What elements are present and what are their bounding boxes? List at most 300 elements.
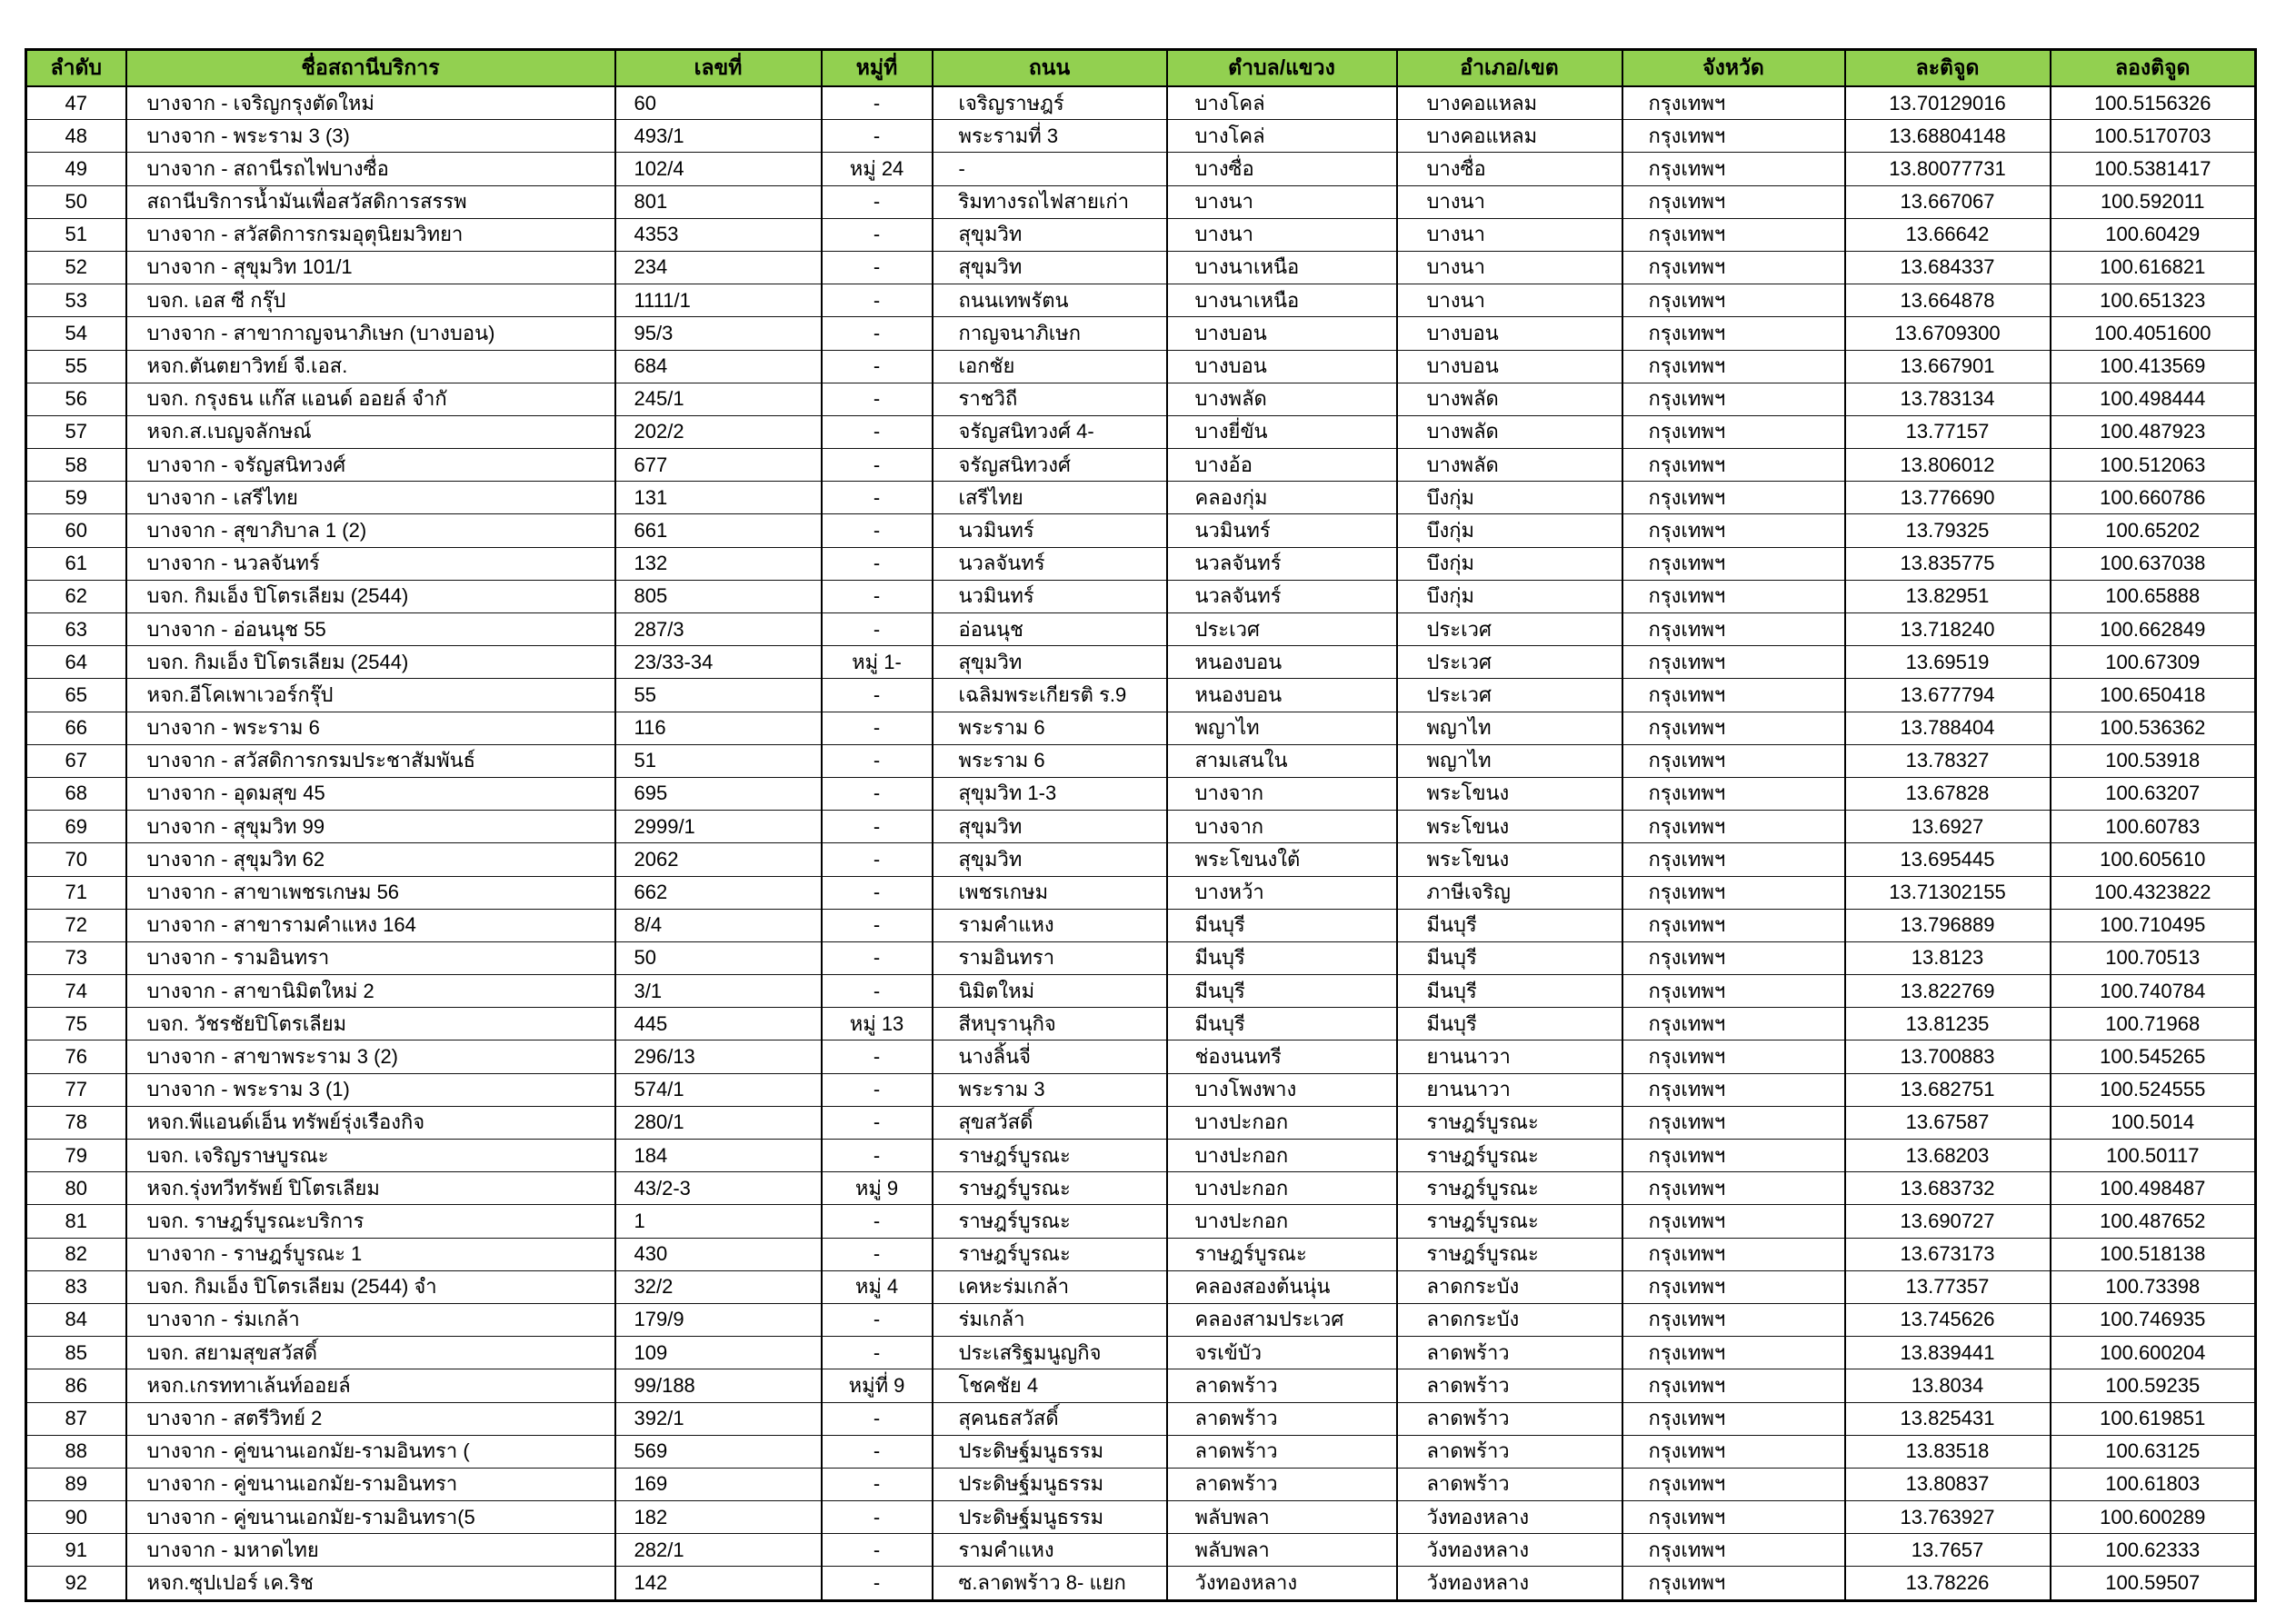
cell-longitude: 100.710495 xyxy=(2051,909,2256,941)
cell-road: - xyxy=(933,153,1167,185)
cell-longitude: 100.5381417 xyxy=(2051,153,2256,185)
cell-province: กรุงเทพฯ xyxy=(1622,482,1845,514)
cell-longitude: 100.487923 xyxy=(2051,415,2256,448)
cell-subdistrict: บางจาก xyxy=(1167,811,1397,843)
cell-order: 65 xyxy=(26,679,126,712)
cell-station-name: บางจาก - สวัสดิการกรมประชาสัมพันธ์ xyxy=(126,744,615,777)
cell-road: พระราม 3 xyxy=(933,1073,1167,1106)
cell-road: นวลจันทร์ xyxy=(933,547,1167,580)
cell-province: กรุงเทพฯ xyxy=(1622,449,1845,482)
cell-order: 75 xyxy=(26,1008,126,1041)
cell-order: 78 xyxy=(26,1106,126,1139)
cell-longitude: 100.616821 xyxy=(2051,251,2256,284)
cell-address-no: 184 xyxy=(615,1140,822,1172)
cell-moo: - xyxy=(822,975,933,1008)
cell-road: ซ.ลาดพร้าว 8- แยก xyxy=(933,1567,1167,1600)
cell-address-no: 202/2 xyxy=(615,415,822,448)
cell-moo: - xyxy=(822,613,933,646)
cell-subdistrict: ประเวศ xyxy=(1167,613,1397,646)
cell-road: เฉลิมพระเกียรติ ร.9 xyxy=(933,679,1167,712)
table-row xyxy=(26,1270,2256,1303)
table-row xyxy=(26,1468,2256,1500)
cell-address-no: 430 xyxy=(615,1238,822,1270)
cell-order: 72 xyxy=(26,909,126,941)
cell-order: 87 xyxy=(26,1402,126,1435)
table-row xyxy=(26,1534,2256,1567)
cell-longitude: 100.498487 xyxy=(2051,1172,2256,1205)
cell-longitude: 100.63125 xyxy=(2051,1435,2256,1468)
table-row xyxy=(26,383,2256,415)
cell-longitude: 100.746935 xyxy=(2051,1303,2256,1336)
cell-latitude: 13.78226 xyxy=(1845,1567,2051,1600)
cell-order: 57 xyxy=(26,415,126,448)
table-row xyxy=(26,646,2256,679)
cell-order: 58 xyxy=(26,449,126,482)
table-row xyxy=(26,613,2256,646)
cell-longitude: 100.63207 xyxy=(2051,777,2256,810)
cell-province: กรุงเทพฯ xyxy=(1622,317,1845,350)
cell-road: ประดิษฐ์มนูธรรม xyxy=(933,1468,1167,1500)
cell-district: บางบอน xyxy=(1397,317,1622,350)
cell-order: 83 xyxy=(26,1270,126,1303)
cell-order: 60 xyxy=(26,514,126,547)
cell-longitude: 100.600204 xyxy=(2051,1337,2256,1369)
cell-address-no: 55 xyxy=(615,679,822,712)
cell-latitude: 13.745626 xyxy=(1845,1303,2051,1336)
cell-address-no: 296/13 xyxy=(615,1041,822,1073)
cell-district: บางนา xyxy=(1397,218,1622,251)
cell-address-no: 569 xyxy=(615,1435,822,1468)
table-row xyxy=(26,317,2256,350)
cell-subdistrict: บางซื่อ xyxy=(1167,153,1397,185)
cell-latitude: 13.77357 xyxy=(1845,1270,2051,1303)
table-row xyxy=(26,1238,2256,1270)
cell-province: กรุงเทพฯ xyxy=(1622,613,1845,646)
cell-station-name: บจก. เอส ซี กรุ๊ป xyxy=(126,284,615,317)
cell-longitude: 100.60429 xyxy=(2051,218,2256,251)
cell-province: กรุงเทพฯ xyxy=(1622,975,1845,1008)
table-row xyxy=(26,1567,2256,1600)
cell-latitude: 13.684337 xyxy=(1845,251,2051,284)
table-row xyxy=(26,1106,2256,1139)
cell-province: กรุงเทพฯ xyxy=(1622,1501,1845,1534)
cell-station-name: หจก.พีแอนด์เอ็น ทรัพย์รุ่งเรืองกิจ xyxy=(126,1106,615,1139)
cell-subdistrict: คลองสองต้นนุ่น xyxy=(1167,1270,1397,1303)
cell-latitude: 13.796889 xyxy=(1845,909,2051,941)
cell-order: 73 xyxy=(26,941,126,974)
cell-province: กรุงเทพฯ xyxy=(1622,646,1845,679)
cell-address-no: 50 xyxy=(615,941,822,974)
cell-road: เอกชัย xyxy=(933,350,1167,383)
cell-longitude: 100.536362 xyxy=(2051,712,2256,744)
cell-province: กรุงเทพฯ xyxy=(1622,843,1845,876)
cell-province: กรุงเทพฯ xyxy=(1622,811,1845,843)
cell-address-no: 662 xyxy=(615,876,822,909)
cell-district: ราษฎร์บูรณะ xyxy=(1397,1172,1622,1205)
cell-moo: - xyxy=(822,1140,933,1172)
cell-longitude: 100.5170703 xyxy=(2051,120,2256,153)
table-row xyxy=(26,1303,2256,1336)
cell-longitude: 100.60783 xyxy=(2051,811,2256,843)
cell-latitude: 13.67587 xyxy=(1845,1106,2051,1139)
cell-moo: - xyxy=(822,284,933,317)
cell-address-no: 142 xyxy=(615,1567,822,1600)
cell-address-no: 179/9 xyxy=(615,1303,822,1336)
cell-order: 70 xyxy=(26,843,126,876)
cell-subdistrict: คลองกุ่ม xyxy=(1167,482,1397,514)
cell-station-name: บจก. เจริญราษบูรณะ xyxy=(126,1140,615,1172)
cell-moo: - xyxy=(822,449,933,482)
cell-station-name: บางจาก - เสรีไทย xyxy=(126,482,615,514)
cell-moo: - xyxy=(822,482,933,514)
cell-latitude: 13.673173 xyxy=(1845,1238,2051,1270)
cell-subdistrict: บางยี่ขัน xyxy=(1167,415,1397,448)
cell-station-name: บางจาก - รามอินทรา xyxy=(126,941,615,974)
cell-district: ลาดพร้าว xyxy=(1397,1337,1622,1369)
cell-address-no: 805 xyxy=(615,580,822,612)
cell-address-no: 109 xyxy=(615,1337,822,1369)
table-body xyxy=(26,86,2256,1600)
cell-road: นางลิ้นจี่ xyxy=(933,1041,1167,1073)
cell-station-name: บางจาก - สาขาพระราม 3 (2) xyxy=(126,1041,615,1073)
cell-address-no: 182 xyxy=(615,1501,822,1534)
table-row xyxy=(26,415,2256,448)
cell-station-name: บจก. กรุงธน แก๊ส แอนด์ ออยล์ จำกั xyxy=(126,383,615,415)
cell-latitude: 13.66642 xyxy=(1845,218,2051,251)
cell-moo: - xyxy=(822,1041,933,1073)
cell-station-name: หจก.รุ่งทวีทรัพย์ ปิโตรเลียม xyxy=(126,1172,615,1205)
cell-district: ราษฎร์บูรณะ xyxy=(1397,1140,1622,1172)
cell-station-name: บางจาก - จรัญสนิทวงศ์ xyxy=(126,449,615,482)
cell-province: กรุงเทพฯ xyxy=(1622,153,1845,185)
cell-province: กรุงเทพฯ xyxy=(1622,120,1845,153)
cell-latitude: 13.700883 xyxy=(1845,1041,2051,1073)
cell-address-no: 2999/1 xyxy=(615,811,822,843)
cell-subdistrict: สามเสนใน xyxy=(1167,744,1397,777)
cell-order: 62 xyxy=(26,580,126,612)
cell-road: สุขสวัสดิ์ xyxy=(933,1106,1167,1139)
cell-moo: - xyxy=(822,811,933,843)
cell-longitude: 100.61803 xyxy=(2051,1468,2256,1500)
cell-address-no: 8/4 xyxy=(615,909,822,941)
cell-station-name: บางจาก - สาขานิมิตใหม่ 2 xyxy=(126,975,615,1008)
cell-station-name: บางจาก - สุขุมวิท 62 xyxy=(126,843,615,876)
cell-moo: - xyxy=(822,86,933,120)
col-header-station-name: ชื่อสถานีบริการ xyxy=(126,50,615,87)
cell-station-name: บางจาก - อุดมสุข 45 xyxy=(126,777,615,810)
cell-latitude: 13.68203 xyxy=(1845,1140,2051,1172)
cell-district: บึงกุ่ม xyxy=(1397,482,1622,514)
cell-district: บึงกุ่ม xyxy=(1397,547,1622,580)
cell-district: ลาดพร้าว xyxy=(1397,1402,1622,1435)
cell-subdistrict: พลับพลา xyxy=(1167,1501,1397,1534)
cell-province: กรุงเทพฯ xyxy=(1622,218,1845,251)
cell-order: 63 xyxy=(26,613,126,646)
cell-longitude: 100.73398 xyxy=(2051,1270,2256,1303)
cell-address-no: 677 xyxy=(615,449,822,482)
cell-district: ประเวศ xyxy=(1397,613,1622,646)
cell-district: พญาไท xyxy=(1397,744,1622,777)
cell-order: 67 xyxy=(26,744,126,777)
cell-district: บางบอน xyxy=(1397,350,1622,383)
cell-district: พระโขนง xyxy=(1397,777,1622,810)
cell-address-no: 51 xyxy=(615,744,822,777)
cell-longitude: 100.67309 xyxy=(2051,646,2256,679)
cell-order: 84 xyxy=(26,1303,126,1336)
cell-district: บางซื่อ xyxy=(1397,153,1622,185)
cell-district: ประเวศ xyxy=(1397,679,1622,712)
cell-district: ลาดกระบัง xyxy=(1397,1303,1622,1336)
cell-province: กรุงเทพฯ xyxy=(1622,547,1845,580)
cell-address-no: 695 xyxy=(615,777,822,810)
cell-station-name: บางจาก - สาขากาญจนาภิเษก (บางบอน) xyxy=(126,317,615,350)
cell-latitude: 13.690727 xyxy=(1845,1205,2051,1238)
cell-moo: - xyxy=(822,350,933,383)
cell-order: 77 xyxy=(26,1073,126,1106)
cell-subdistrict: บางนา xyxy=(1167,185,1397,218)
cell-province: กรุงเทพฯ xyxy=(1622,350,1845,383)
cell-district: ราษฎร์บูรณะ xyxy=(1397,1106,1622,1139)
col-header-district: อำเภอ/เขต xyxy=(1397,50,1622,87)
cell-latitude: 13.82951 xyxy=(1845,580,2051,612)
cell-station-name: บางจาก - นวลจันทร์ xyxy=(126,547,615,580)
cell-road: กาญจนาภิเษก xyxy=(933,317,1167,350)
cell-road: สุขุมวิท xyxy=(933,646,1167,679)
table-row xyxy=(26,941,2256,974)
cell-subdistrict: มีนบุรี xyxy=(1167,941,1397,974)
cell-longitude: 100.662849 xyxy=(2051,613,2256,646)
cell-subdistrict: หนองบอน xyxy=(1167,679,1397,712)
table-row xyxy=(26,86,2256,120)
cell-order: 66 xyxy=(26,712,126,744)
header-row xyxy=(26,50,2256,87)
cell-order: 64 xyxy=(26,646,126,679)
col-header-address-no: เลขที่ xyxy=(615,50,822,87)
table-row xyxy=(26,1501,2256,1534)
cell-address-no: 287/3 xyxy=(615,613,822,646)
cell-subdistrict: คลองสามประเวศ xyxy=(1167,1303,1397,1336)
cell-longitude: 100.498444 xyxy=(2051,383,2256,415)
cell-subdistrict: ลาดพร้าว xyxy=(1167,1369,1397,1402)
cell-station-name: หจก.ตันตยาวิทย์ จี.เอส. xyxy=(126,350,615,383)
cell-longitude: 100.62333 xyxy=(2051,1534,2256,1567)
cell-order: 55 xyxy=(26,350,126,383)
table-row xyxy=(26,744,2256,777)
cell-subdistrict: มีนบุรี xyxy=(1167,1008,1397,1041)
table-row xyxy=(26,975,2256,1008)
table-row xyxy=(26,185,2256,218)
cell-station-name: บางจาก - พระราม 3 (1) xyxy=(126,1073,615,1106)
cell-district: ราษฎร์บูรณะ xyxy=(1397,1238,1622,1270)
cell-address-no: 574/1 xyxy=(615,1073,822,1106)
cell-station-name: หจก.เกรททาเล้นท์ออยล์ xyxy=(126,1369,615,1402)
cell-longitude: 100.650418 xyxy=(2051,679,2256,712)
cell-order: 74 xyxy=(26,975,126,1008)
cell-district: ยานนาวา xyxy=(1397,1073,1622,1106)
stations-table-sheet xyxy=(25,48,2257,1602)
cell-order: 47 xyxy=(26,86,126,120)
cell-road: นวมินทร์ xyxy=(933,514,1167,547)
cell-province: กรุงเทพฯ xyxy=(1622,580,1845,612)
cell-moo: - xyxy=(822,185,933,218)
table-row xyxy=(26,449,2256,482)
cell-subdistrict: บางปะกอก xyxy=(1167,1106,1397,1139)
cell-subdistrict: นวมินทร์ xyxy=(1167,514,1397,547)
cell-order: 68 xyxy=(26,777,126,810)
cell-district: พระโขนง xyxy=(1397,843,1622,876)
cell-latitude: 13.822769 xyxy=(1845,975,2051,1008)
col-header-order: ลำดับ xyxy=(26,50,126,87)
cell-road: ราชวิถี xyxy=(933,383,1167,415)
cell-district: บางนา xyxy=(1397,251,1622,284)
cell-longitude: 100.413569 xyxy=(2051,350,2256,383)
cell-district: บึงกุ่ม xyxy=(1397,580,1622,612)
cell-longitude: 100.65888 xyxy=(2051,580,2256,612)
cell-address-no: 234 xyxy=(615,251,822,284)
cell-latitude: 13.79325 xyxy=(1845,514,2051,547)
cell-province: กรุงเทพฯ xyxy=(1622,185,1845,218)
cell-road: ถนนเทพรัตน xyxy=(933,284,1167,317)
cell-address-no: 32/2 xyxy=(615,1270,822,1303)
cell-district: ลาดพร้าว xyxy=(1397,1468,1622,1500)
cell-subdistrict: พระโขนงใต้ xyxy=(1167,843,1397,876)
cell-station-name: บจก. ราษฎร์บูรณะบริการ xyxy=(126,1205,615,1238)
cell-moo: - xyxy=(822,514,933,547)
cell-moo: - xyxy=(822,1435,933,1468)
cell-moo: - xyxy=(822,744,933,777)
cell-longitude: 100.4323822 xyxy=(2051,876,2256,909)
cell-road: ร่มเกล้า xyxy=(933,1303,1167,1336)
cell-order: 56 xyxy=(26,383,126,415)
cell-district: พระโขนง xyxy=(1397,811,1622,843)
cell-station-name: สถานีบริการน้ำมันเพื่อสวัสดิการสรรพ xyxy=(126,185,615,218)
cell-address-no: 4353 xyxy=(615,218,822,251)
table-row xyxy=(26,1008,2256,1041)
cell-road: ประดิษฐ์มนูธรรม xyxy=(933,1435,1167,1468)
col-header-moo: หมู่ที่ xyxy=(822,50,933,87)
cell-moo: หมู่ที่ 9 xyxy=(822,1369,933,1402)
cell-station-name: บางจาก - คู่ขนานเอกมัย-รามอินทรา ( xyxy=(126,1435,615,1468)
col-header-province: จังหวัด xyxy=(1622,50,1845,87)
cell-district: ภาษีเจริญ xyxy=(1397,876,1622,909)
cell-latitude: 13.682751 xyxy=(1845,1073,2051,1106)
cell-moo: - xyxy=(822,1106,933,1139)
cell-latitude: 13.677794 xyxy=(1845,679,2051,712)
cell-order: 69 xyxy=(26,811,126,843)
cell-moo: - xyxy=(822,777,933,810)
cell-order: 82 xyxy=(26,1238,126,1270)
cell-longitude: 100.660786 xyxy=(2051,482,2256,514)
cell-station-name: บจก. สยามสุขสวัสดิ์ xyxy=(126,1337,615,1369)
cell-district: ลาดพร้าว xyxy=(1397,1369,1622,1402)
cell-station-name: บจก. กิมเอ็ง ปิโตรเลียม (2544) xyxy=(126,646,615,679)
cell-address-no: 95/3 xyxy=(615,317,822,350)
cell-subdistrict: มีนบุรี xyxy=(1167,909,1397,941)
cell-province: กรุงเทพฯ xyxy=(1622,1205,1845,1238)
cell-subdistrict: บางโพงพาง xyxy=(1167,1073,1397,1106)
table-row xyxy=(26,580,2256,612)
cell-road: เคหะร่มเกล้า xyxy=(933,1270,1167,1303)
cell-province: กรุงเทพฯ xyxy=(1622,1041,1845,1073)
cell-road: สุขุมวิท 1-3 xyxy=(933,777,1167,810)
cell-order: 79 xyxy=(26,1140,126,1172)
cell-subdistrict: บางโคล่ xyxy=(1167,86,1397,120)
cell-longitude: 100.65202 xyxy=(2051,514,2256,547)
cell-address-no: 60 xyxy=(615,86,822,120)
cell-province: กรุงเทพฯ xyxy=(1622,1567,1845,1600)
cell-moo: - xyxy=(822,1501,933,1534)
cell-province: กรุงเทพฯ xyxy=(1622,1270,1845,1303)
cell-moo: - xyxy=(822,843,933,876)
cell-order: 61 xyxy=(26,547,126,580)
cell-latitude: 13.69519 xyxy=(1845,646,2051,679)
cell-address-no: 392/1 xyxy=(615,1402,822,1435)
cell-address-no: 169 xyxy=(615,1468,822,1500)
cell-province: กรุงเทพฯ xyxy=(1622,251,1845,284)
cell-latitude: 13.78327 xyxy=(1845,744,2051,777)
cell-latitude: 13.667067 xyxy=(1845,185,2051,218)
cell-address-no: 3/1 xyxy=(615,975,822,1008)
cell-road: ประเสริฐมนูญกิจ xyxy=(933,1337,1167,1369)
cell-station-name: บางจาก - พระราม 6 xyxy=(126,712,615,744)
cell-longitude: 100.5156326 xyxy=(2051,86,2256,120)
cell-subdistrict: บางนาเหนือ xyxy=(1167,284,1397,317)
cell-longitude: 100.5014 xyxy=(2051,1106,2256,1139)
cell-address-no: 445 xyxy=(615,1008,822,1041)
cell-station-name: บางจาก - สุขาภิบาล 1 (2) xyxy=(126,514,615,547)
cell-address-no: 131 xyxy=(615,482,822,514)
cell-province: กรุงเทพฯ xyxy=(1622,415,1845,448)
cell-province: กรุงเทพฯ xyxy=(1622,1172,1845,1205)
cell-address-no: 245/1 xyxy=(615,383,822,415)
cell-subdistrict: บางนา xyxy=(1167,218,1397,251)
cell-road: สุขุมวิท xyxy=(933,251,1167,284)
cell-road: จรัญสนิทวงศ์ 4- xyxy=(933,415,1167,448)
table-header xyxy=(26,50,2256,87)
cell-road: รามอินทรา xyxy=(933,941,1167,974)
cell-order: 49 xyxy=(26,153,126,185)
cell-moo: หมู่ 1- xyxy=(822,646,933,679)
cell-district: วังทองหลาง xyxy=(1397,1501,1622,1534)
cell-address-no: 102/4 xyxy=(615,153,822,185)
table-row xyxy=(26,1073,2256,1106)
cell-longitude: 100.740784 xyxy=(2051,975,2256,1008)
cell-district: วังทองหลาง xyxy=(1397,1567,1622,1600)
table-row xyxy=(26,1337,2256,1369)
cell-address-no: 2062 xyxy=(615,843,822,876)
cell-latitude: 13.783134 xyxy=(1845,383,2051,415)
cell-province: กรุงเทพฯ xyxy=(1622,383,1845,415)
cell-moo: - xyxy=(822,218,933,251)
cell-moo: - xyxy=(822,1303,933,1336)
table-row xyxy=(26,482,2256,514)
cell-order: 51 xyxy=(26,218,126,251)
cell-station-name: บางจาก - เจริญกรุงตัดใหม่ xyxy=(126,86,615,120)
cell-station-name: บางจาก - คู่ขนานเอกมัย-รามอินทรา xyxy=(126,1468,615,1500)
cell-subdistrict: นวลจันทร์ xyxy=(1167,580,1397,612)
cell-subdistrict: พลับพลา xyxy=(1167,1534,1397,1567)
stations-table xyxy=(25,48,2257,1602)
cell-latitude: 13.835775 xyxy=(1845,547,2051,580)
cell-moo: - xyxy=(822,1402,933,1435)
cell-latitude: 13.81235 xyxy=(1845,1008,2051,1041)
cell-province: กรุงเทพฯ xyxy=(1622,1008,1845,1041)
cell-district: ลาดพร้าว xyxy=(1397,1435,1622,1468)
cell-road: ราษฎร์บูรณะ xyxy=(933,1238,1167,1270)
cell-subdistrict: บางอ้อ xyxy=(1167,449,1397,482)
cell-road: โชคชัย 4 xyxy=(933,1369,1167,1402)
cell-road: รามคำแหง xyxy=(933,1534,1167,1567)
